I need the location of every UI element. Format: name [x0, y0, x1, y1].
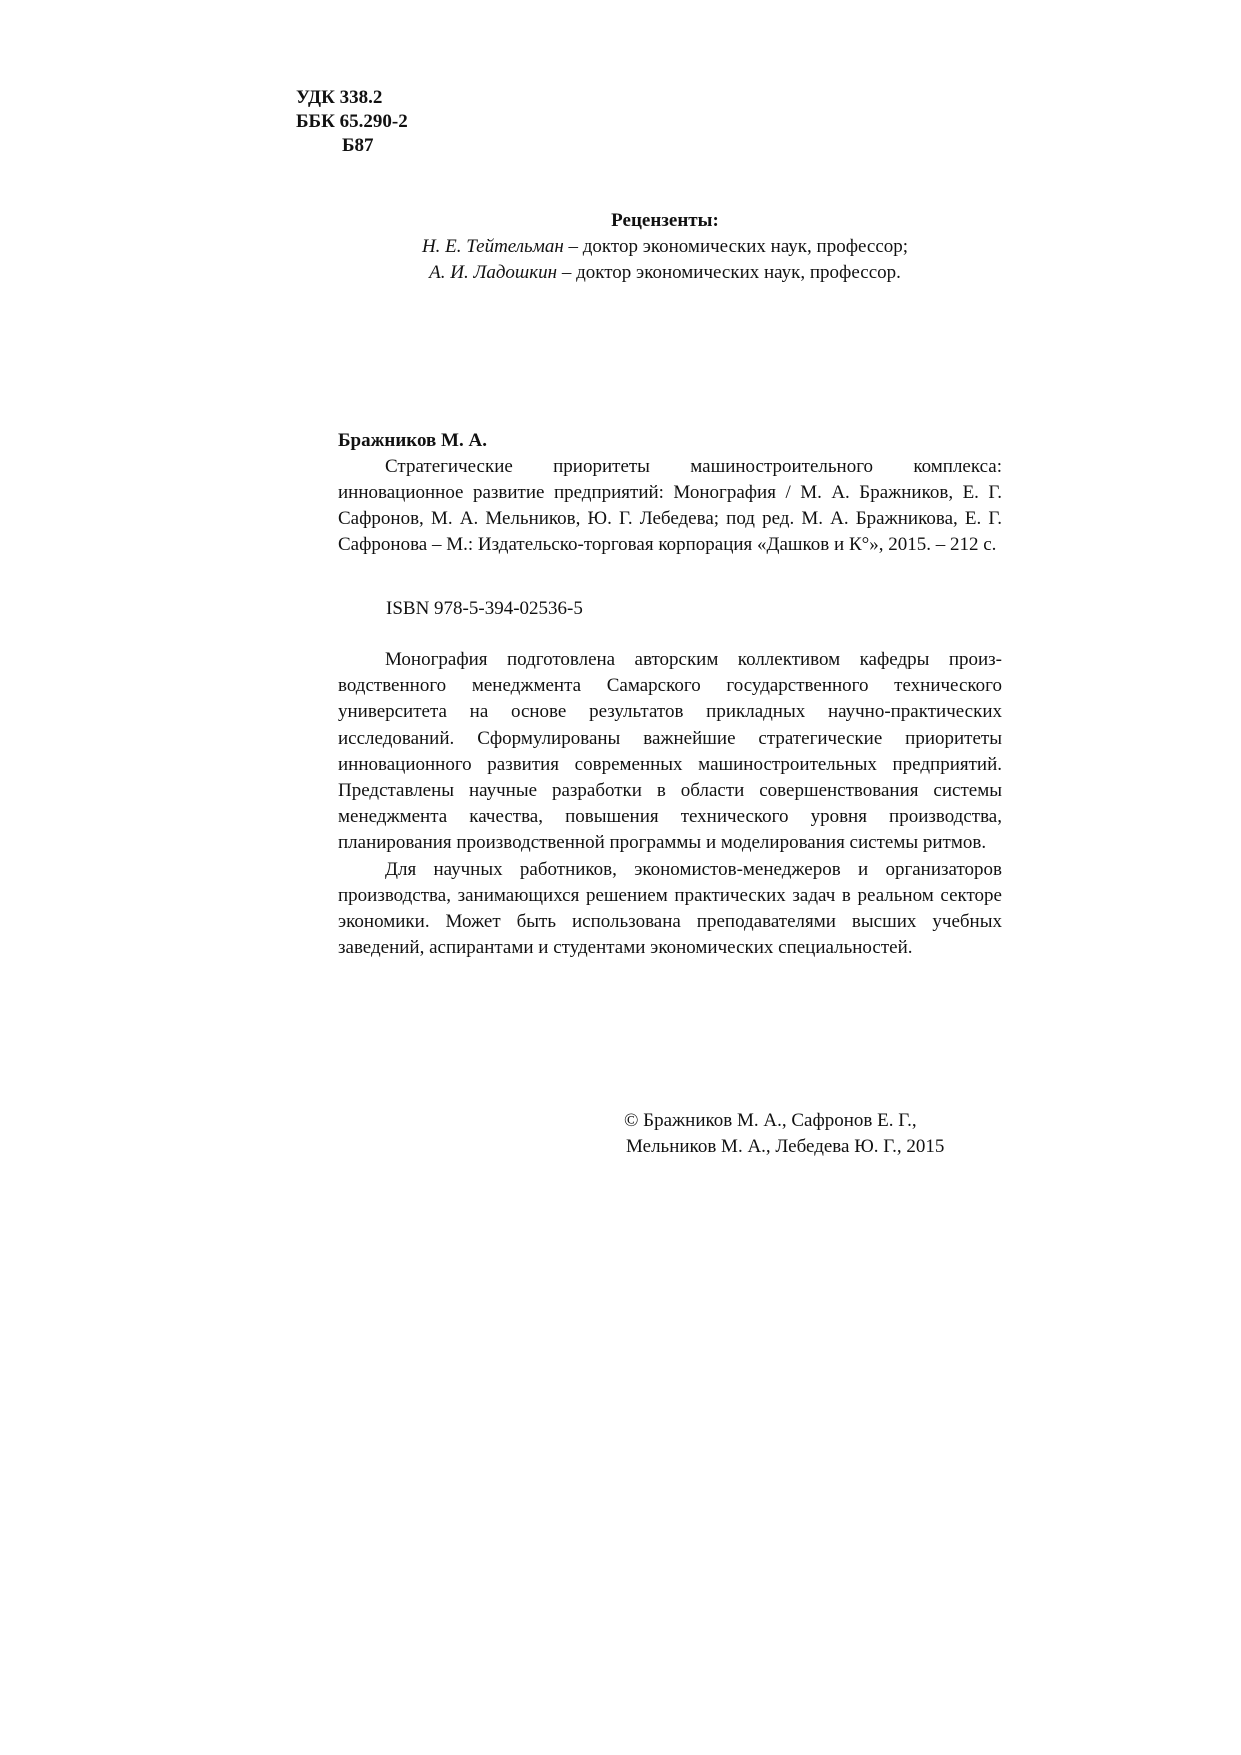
reviewer-name: А. И. Ладошкин — [429, 262, 558, 283]
reviewer-line — [340, 260, 990, 286]
record-description: Стратегические приоритеты машиностроительного комплекса: инновационное развитие предприятий: Монография / М. А. Бражников, Е. Г. Сафронов, М. А. Мельников, Ю. Г. Лебедева; под ред. М. А. Бражникова, Е. Г. Сафронова – М.: Издательско-торговая корпорация «Дашков и К°», 2015. – 212 с. — [338, 456, 1002, 555]
isbn: ISBN 978-5-394-02536-5 — [386, 598, 583, 619]
classification-codes — [296, 86, 408, 158]
annotation — [338, 647, 1002, 961]
udk-code: УДК 338.2 — [296, 87, 383, 108]
record-author: Бражников М. А. — [338, 430, 487, 451]
bbk-code: ББК 65.290-2 — [296, 111, 408, 132]
author-mark: Б87 — [342, 135, 374, 156]
copyright-line: Мельников М. А., Лебедева Ю. Г., 2015 — [626, 1136, 945, 1157]
copyright-notice — [624, 1108, 944, 1160]
reviewer-name: Н. Е. Тейтельман — [421, 236, 564, 257]
copyright-line: © Бражников М. А., Сафронов Е. Г., — [624, 1110, 917, 1131]
annotation-paragraph: Для научных работников, экономистов-менеджеров и организаторов производства, занимающихся решением практических задач в реальном секторе экономики. Может быть использована преподавателями высших учебных заведений, аспирантами и студентами экономических специальностей. — [338, 858, 1002, 959]
reviewer-line — [340, 234, 990, 260]
bibliographic-record — [338, 428, 1002, 558]
reviewers-block — [340, 208, 990, 286]
reviewer-description: – доктор экономических наук, профессор; — [563, 236, 909, 257]
reviewer-description: – доктор экономических наук, профессор. — [557, 262, 901, 283]
annotation-paragraph: Монография подготовлена авторским коллективом кафедры производственного менеджмента Самарского государственного технического университета на основе результатов прикладных научно-практических исследований. Сформулированы важнейшие стратегические приоритеты инновационного развития современных машиностроительных предприятий. Представлены научные разработки в области совершенствования системы менеджмента качества, повышения технического уровня производства, планирования производственной программы и моделирования системы ритмов. — [338, 649, 1002, 854]
reviewers-heading: Рецензенты: — [611, 210, 719, 231]
